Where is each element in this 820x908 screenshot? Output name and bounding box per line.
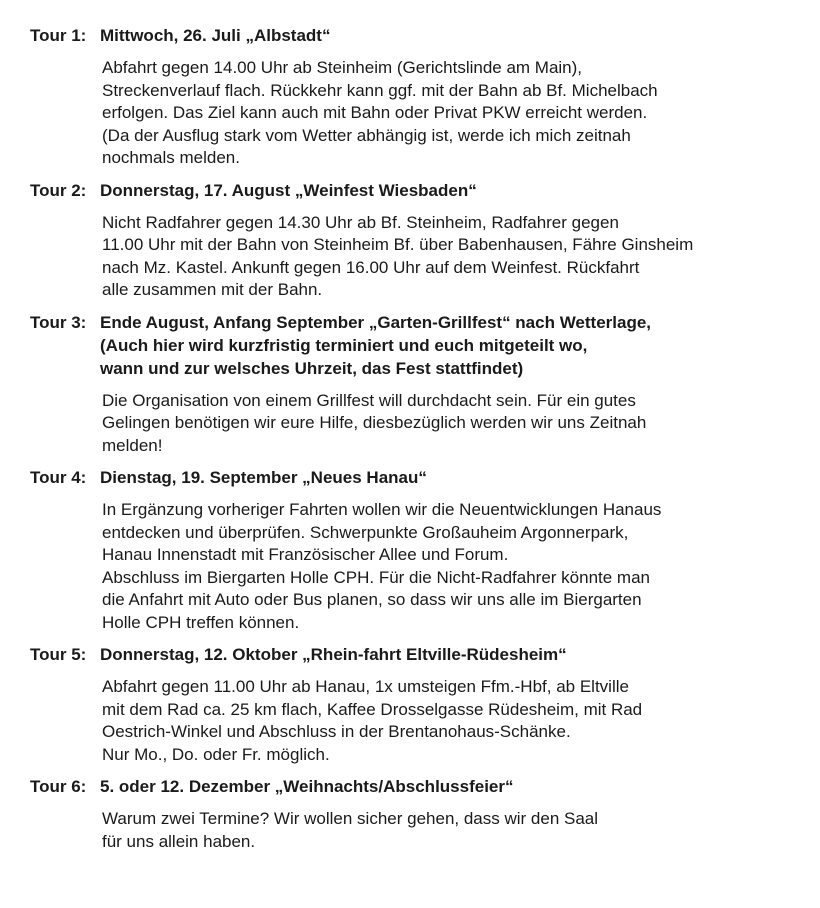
- tour-1-text-line: Abfahrt gegen 14.00 Uhr ab Steinheim (Gerichtslinde am Main),: [102, 58, 583, 77]
- tour-2-heading: [30, 179, 820, 202]
- tour-5-text-line: Oestrich-Winkel und Abschluss in der Brentanohaus-Schänke.: [102, 722, 571, 741]
- tour-4-title-line: Dienstag, 19. September „Neues Hanau“: [100, 468, 427, 487]
- tour-3-description: [102, 390, 820, 458]
- tour-5-label: Tour 5:: [30, 645, 87, 664]
- tour-3-heading: [30, 311, 820, 380]
- tour-3-title-line: (Auch hier wird kurzfristig terminiert und euch mitgeteilt wo,: [100, 335, 588, 355]
- tour-3: [30, 311, 820, 458]
- tour-2-title: [100, 179, 820, 202]
- tour-4-heading: [30, 466, 820, 489]
- tour-5-text-line: mit dem Rad ca. 25 km flach, Kaffee Drosselgasse Rüdesheim, mit Rad: [102, 699, 643, 719]
- tour-6-label: Tour 6:: [30, 777, 87, 796]
- tour-1-text-line: (Da der Ausflug stark vom Wetter abhängig ist, werde ich mich zeitnah: [102, 125, 631, 145]
- tour-2-description: [102, 212, 820, 302]
- tour-1: [30, 24, 820, 170]
- tour-3-title-line: wann und zur welsches Uhrzeit, das Fest stattfindet): [100, 358, 524, 378]
- tour-3-title: [100, 311, 820, 380]
- tour-4-description: [102, 499, 820, 634]
- tour-5: [30, 643, 820, 766]
- tour-1-description: [102, 57, 820, 170]
- tour-4-text-line: Hanau Innenstadt mit Französischer Allee und Forum.: [102, 545, 509, 564]
- tour-5-title: [100, 643, 820, 666]
- tour-6-text-line: Warum zwei Termine? Wir wollen sicher gehen, dass wir den Saal: [102, 809, 599, 828]
- tour-4-text-line: Holle CPH treffen können.: [102, 612, 300, 632]
- tour-4-text-line: In Ergänzung vorheriger Fahrten wollen wir die Neuentwicklungen Hanaus: [102, 500, 662, 519]
- tour-6-text-line: für uns allein haben.: [102, 831, 256, 851]
- tour-4-text-line: die Anfahrt mit Auto oder Bus planen, so dass wir uns alle im Biergarten: [102, 590, 642, 609]
- tour-4-title: [100, 466, 820, 489]
- tour-2: [30, 179, 820, 302]
- tour-3-text-line: Gelingen benötigen wir eure Hilfe, diesbezüglich werden wir uns Zeitnah: [102, 413, 647, 432]
- tour-1-title: [100, 24, 820, 47]
- tour-2-text-line: alle zusammen mit der Bahn.: [102, 280, 323, 299]
- tour-2-text-line: Nicht Radfahrer gegen 14.30 Uhr ab Bf. Steinheim, Radfahrer gegen: [102, 212, 619, 232]
- tour-6-title: [100, 775, 820, 798]
- tour-3-title-line: Ende August, Anfang September „Garten-Grillfest“ nach Wetterlage,: [100, 312, 652, 332]
- tour-1-text-line: Streckenverlauf flach. Rückkehr kann ggf. mit der Bahn ab Bf. Michelbach: [102, 80, 658, 100]
- tour-5-title-line: Donnerstag, 12. Oktober „Rhein-fahrt Eltville-Rüdesheim“: [100, 645, 567, 664]
- tour-3-text-line: Die Organisation von einem Grillfest will durchdacht sein. Für ein gutes: [102, 390, 636, 410]
- tour-3-label: Tour 3:: [30, 312, 87, 332]
- tour-2-text-line: nach Mz. Kastel. Ankunft gegen 16.00 Uhr auf dem Weinfest. Rückfahrt: [102, 257, 640, 277]
- tour-5-description: [102, 676, 820, 766]
- tour-2-label: Tour 2:: [30, 180, 87, 200]
- tour-3-text-line: melden!: [102, 435, 163, 455]
- tour-2-title-line: Donnerstag, 17. August „Weinfest Wiesbaden“: [100, 180, 477, 200]
- tour-5-text-line: Nur Mo., Do. oder Fr. möglich.: [102, 744, 330, 764]
- tour-6-heading: [30, 775, 820, 798]
- tour-4-label: Tour 4:: [30, 468, 87, 487]
- tour-1-heading: [30, 24, 820, 47]
- tour-5-text-line: Abfahrt gegen 11.00 Uhr ab Hanau, 1x umsteigen Ffm.-Hbf, ab Eltville: [102, 677, 629, 696]
- tour-5-heading: [30, 643, 820, 666]
- tour-2-text-line: 11.00 Uhr mit der Bahn von Steinheim Bf. über Babenhausen, Fähre Ginsheim: [102, 235, 694, 254]
- tour-1-text-line: nochmals melden.: [102, 148, 240, 167]
- tour-1-text-line: erfolgen. Das Ziel kann auch mit Bahn oder Privat PKW erreicht werden.: [102, 103, 648, 122]
- tour-1-label: Tour 1:: [30, 26, 87, 45]
- tour-4-text-line: Abschluss im Biergarten Holle CPH. Für die Nicht-Radfahrer könnte man: [102, 567, 651, 587]
- tour-6-title-line: 5. oder 12. Dezember „Weihnachts/Abschlussfeier“: [100, 777, 514, 796]
- tour-4: [30, 466, 820, 634]
- tour-6: [30, 775, 820, 853]
- tour-1-title-line: Mittwoch, 26. Juli „Albstadt“: [100, 26, 331, 45]
- tour-6-description: [102, 808, 820, 853]
- tour-4-text-line: entdecken und überprüfen. Schwerpunkte Großauheim Argonnerpark,: [102, 522, 629, 542]
